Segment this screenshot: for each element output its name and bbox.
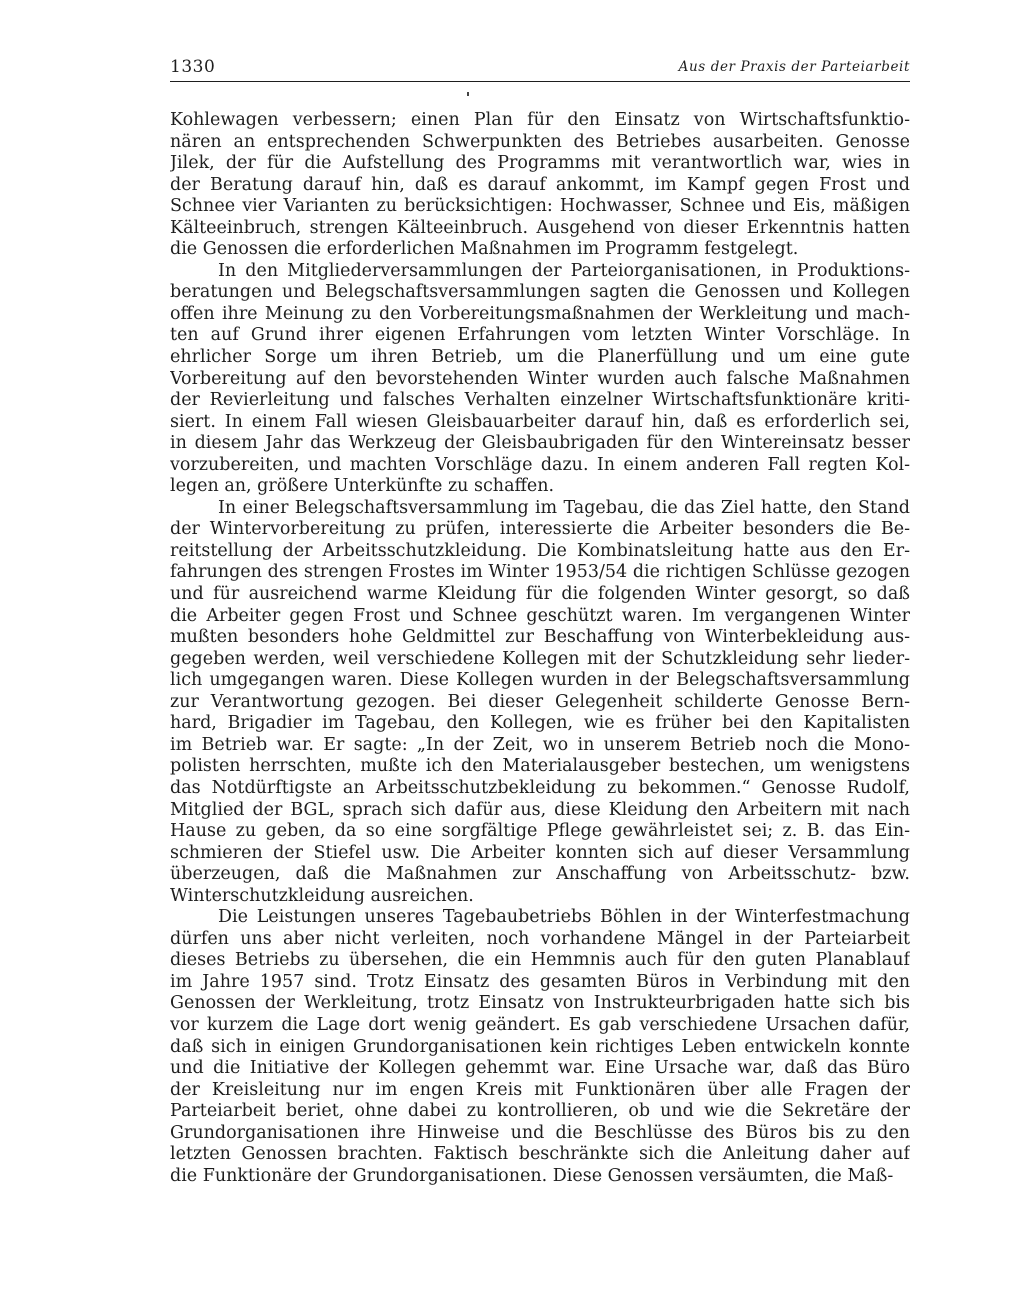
text-line: der Kreisleitung nur im engen Kreis mit Funktionären über alle Fragen der [170,1079,910,1100]
text-line: die Genossen die erforderlichen Maßnahmen im Programm festgelegt. [170,239,799,260]
text-line: Winterschutzkleidung ausreichen. [170,885,474,906]
text-line: und für ausreichend warme Kleidung für die folgenden Winter gesorgt, so daß [170,584,910,605]
text-line: lich umgegangen waren. Diese Kollegen wurden in der Belegschaftsversammlung [170,670,910,691]
text-line: nären an entsprechenden Schwerpunkten des Betriebes ausarbeiten. Genosse [170,131,910,152]
text-line: Kohlewagen verbessern; einen Plan für den Einsatz von Wirtschaftsfunktio- [170,110,910,130]
text-line: dieses Betriebs zu übersehen, die ein Hemmnis auch für den guten Planablauf [170,950,910,971]
text-line: In einer Belegschaftsversammlung im Tagebau, die das Ziel hatte, den Stand [218,497,910,518]
text-line: zur Verantwortung gezogen. Bei dieser Gelegenheit schilderte Genosse Bern- [170,691,910,712]
text-line: mußten besonders hohe Geldmittel zur Beschaffung von Winterbekleidung aus- [170,627,910,648]
text-line: letzten Genossen brachten. Faktisch beschränkte sich die Anleitung daher auf [170,1144,910,1165]
text-line: der Revierleitung und falsches Verhalten einzelner Wirtschaftsfunktionäre kriti- [170,390,910,411]
text-line: offen ihre Meinung zu den Vorbereitungsmaßnahmen der Werkleitung und mach- [170,303,910,324]
text-line: siert. In einem Fall wiesen Gleisbauarbeiter darauf hin, daß es erforderlich sei, [170,411,910,432]
paragraph-1 [170,110,910,261]
page-number: 1330 [170,57,216,77]
text-line: hard, Brigadier im Tagebau, den Kollegen, wie es früher bei den Kapitalisten [170,713,910,734]
paragraph-4 [170,907,910,1187]
text-line: im Betrieb war. Er sagte: „In der Zeit, wo in unserem Betrieb noch die Mono- [170,734,910,755]
text-line: vor kurzem die Lage dort wenig geändert. Es gab verschiedene Ursachen dafür, [170,1014,910,1035]
body-text [170,110,910,1187]
text-line: Mitglied der BGL, sprach sich dafür aus, diese Kleidung den Arbeitern mit nach [170,799,910,820]
text-line: der Beratung darauf hin, daß es darauf ankommt, im Kampf gegen Frost und [170,174,910,195]
page-header [170,57,910,83]
text-line: der Wintervorbereitung zu prüfen, interessierte die Arbeiter besonders die Be- [170,519,910,540]
text-line: polisten herrschten, mußte ich den Materialausgeber bestechen, um wenigstens [170,756,910,777]
text-line: Genossen der Werkleitung, trotz Einsatz von Instrukteurbrigaden hatte sich bis [170,993,910,1014]
text-line: Grundorganisationen ihre Hinweise und die Beschlüsse des Büros bis zu den [170,1122,910,1143]
text-line: Vorbereitung auf den bevorstehenden Winter wurden auch falsche Maßnahmen [170,368,910,389]
paragraph-2 [170,261,910,498]
text-line: ten auf Grund ihrer eigenen Erfahrungen vom letzten Winter Vorschläge. In [170,325,910,346]
text-line: Schnee vier Varianten zu berücksichtigen: Hochwasser, Schnee und Eis, mäßigen [170,196,910,217]
paragraph-3 [170,498,910,907]
text-line: dürfen uns aber nicht verleiten, noch vorhandene Mängel in der Parteiarbeit [170,928,910,949]
print-speck [467,92,469,96]
text-line: Die Leistungen unseres Tagebaubetriebs Böhlen in der Winterfestmachung [218,907,910,928]
text-line: in diesem Jahr das Werkzeug der Gleisbaubrigaden für den Wintereinsatz besser [170,433,910,454]
text-line: Hause zu geben, da so eine sorgfältige Pflege gewährleistet sei; z. B. das Ein- [170,821,910,842]
text-line: Jilek, der für die Aufstellung des Programms mit verantwortlich war, wies in [170,153,910,174]
text-line: im Jahre 1957 sind. Trotz Einsatz des gesamten Büros in Verbindung mit den [170,971,910,992]
text-line: überzeugen, daß die Maßnahmen zur Anschaffung von Arbeitsschutz- bzw. [170,864,910,885]
text-line: Kälteeinbruch, strengen Kälteeinbruch. Ausgehend von dieser Erkenntnis hatten [170,217,910,238]
text-line: und die Initiative der Kollegen gehemmt war. Eine Ursache war, daß das Büro [170,1058,910,1079]
text-line: fahrungen des strengen Frostes im Winter 1953/54 die richtigen Schlüsse gezogen [170,562,910,583]
text-line: beratungen und Belegschaftsversammlungen sagten die Genossen und Kollegen [170,282,910,303]
header-rule [170,81,910,82]
text-line: schmieren der Stiefel usw. Die Arbeiter konnten sich auf dieser Versammlung [170,842,910,863]
text-line: ehrlicher Sorge um ihren Betrieb, um die Planerfüllung und um eine gute [170,347,910,368]
text-line: die Funktionäre der Grundorganisationen. Diese Genossen versäumten, die Maß- [170,1165,894,1186]
text-line: In den Mitgliederversammlungen der Parteiorganisationen, in Produktions- [218,260,910,281]
text-line: legen an, größere Unterkünfte zu schaffen. [170,476,555,497]
text-line: gegeben werden, weil verschiedene Kollegen mit der Schutzkleidung sehr lieder- [170,648,910,669]
text-line: daß sich in einigen Grundorganisationen kein richtiges Leben entwickeln konnte [170,1036,910,1057]
running-title: Aus der Praxis der Parteiarbeit [678,59,910,75]
text-line: Parteiarbeit beriet, ohne dabei zu kontrollieren, ob und wie die Sekretäre der [170,1101,910,1122]
text-line: reitstellung der Arbeitsschutzkleidung. Die Kombinatsleitung hatte aus den Er- [170,540,910,561]
text-line: vorzubereiten, und machten Vorschläge dazu. In einem anderen Fall regten Kol- [170,454,910,475]
text-line: die Arbeiter gegen Frost und Schnee geschützt waren. Im vergangenen Winter [170,605,910,626]
text-line: das Notdürftigste an Arbeitsschutzbekleidung zu bekommen.“ Genosse Rudolf, [170,777,910,798]
